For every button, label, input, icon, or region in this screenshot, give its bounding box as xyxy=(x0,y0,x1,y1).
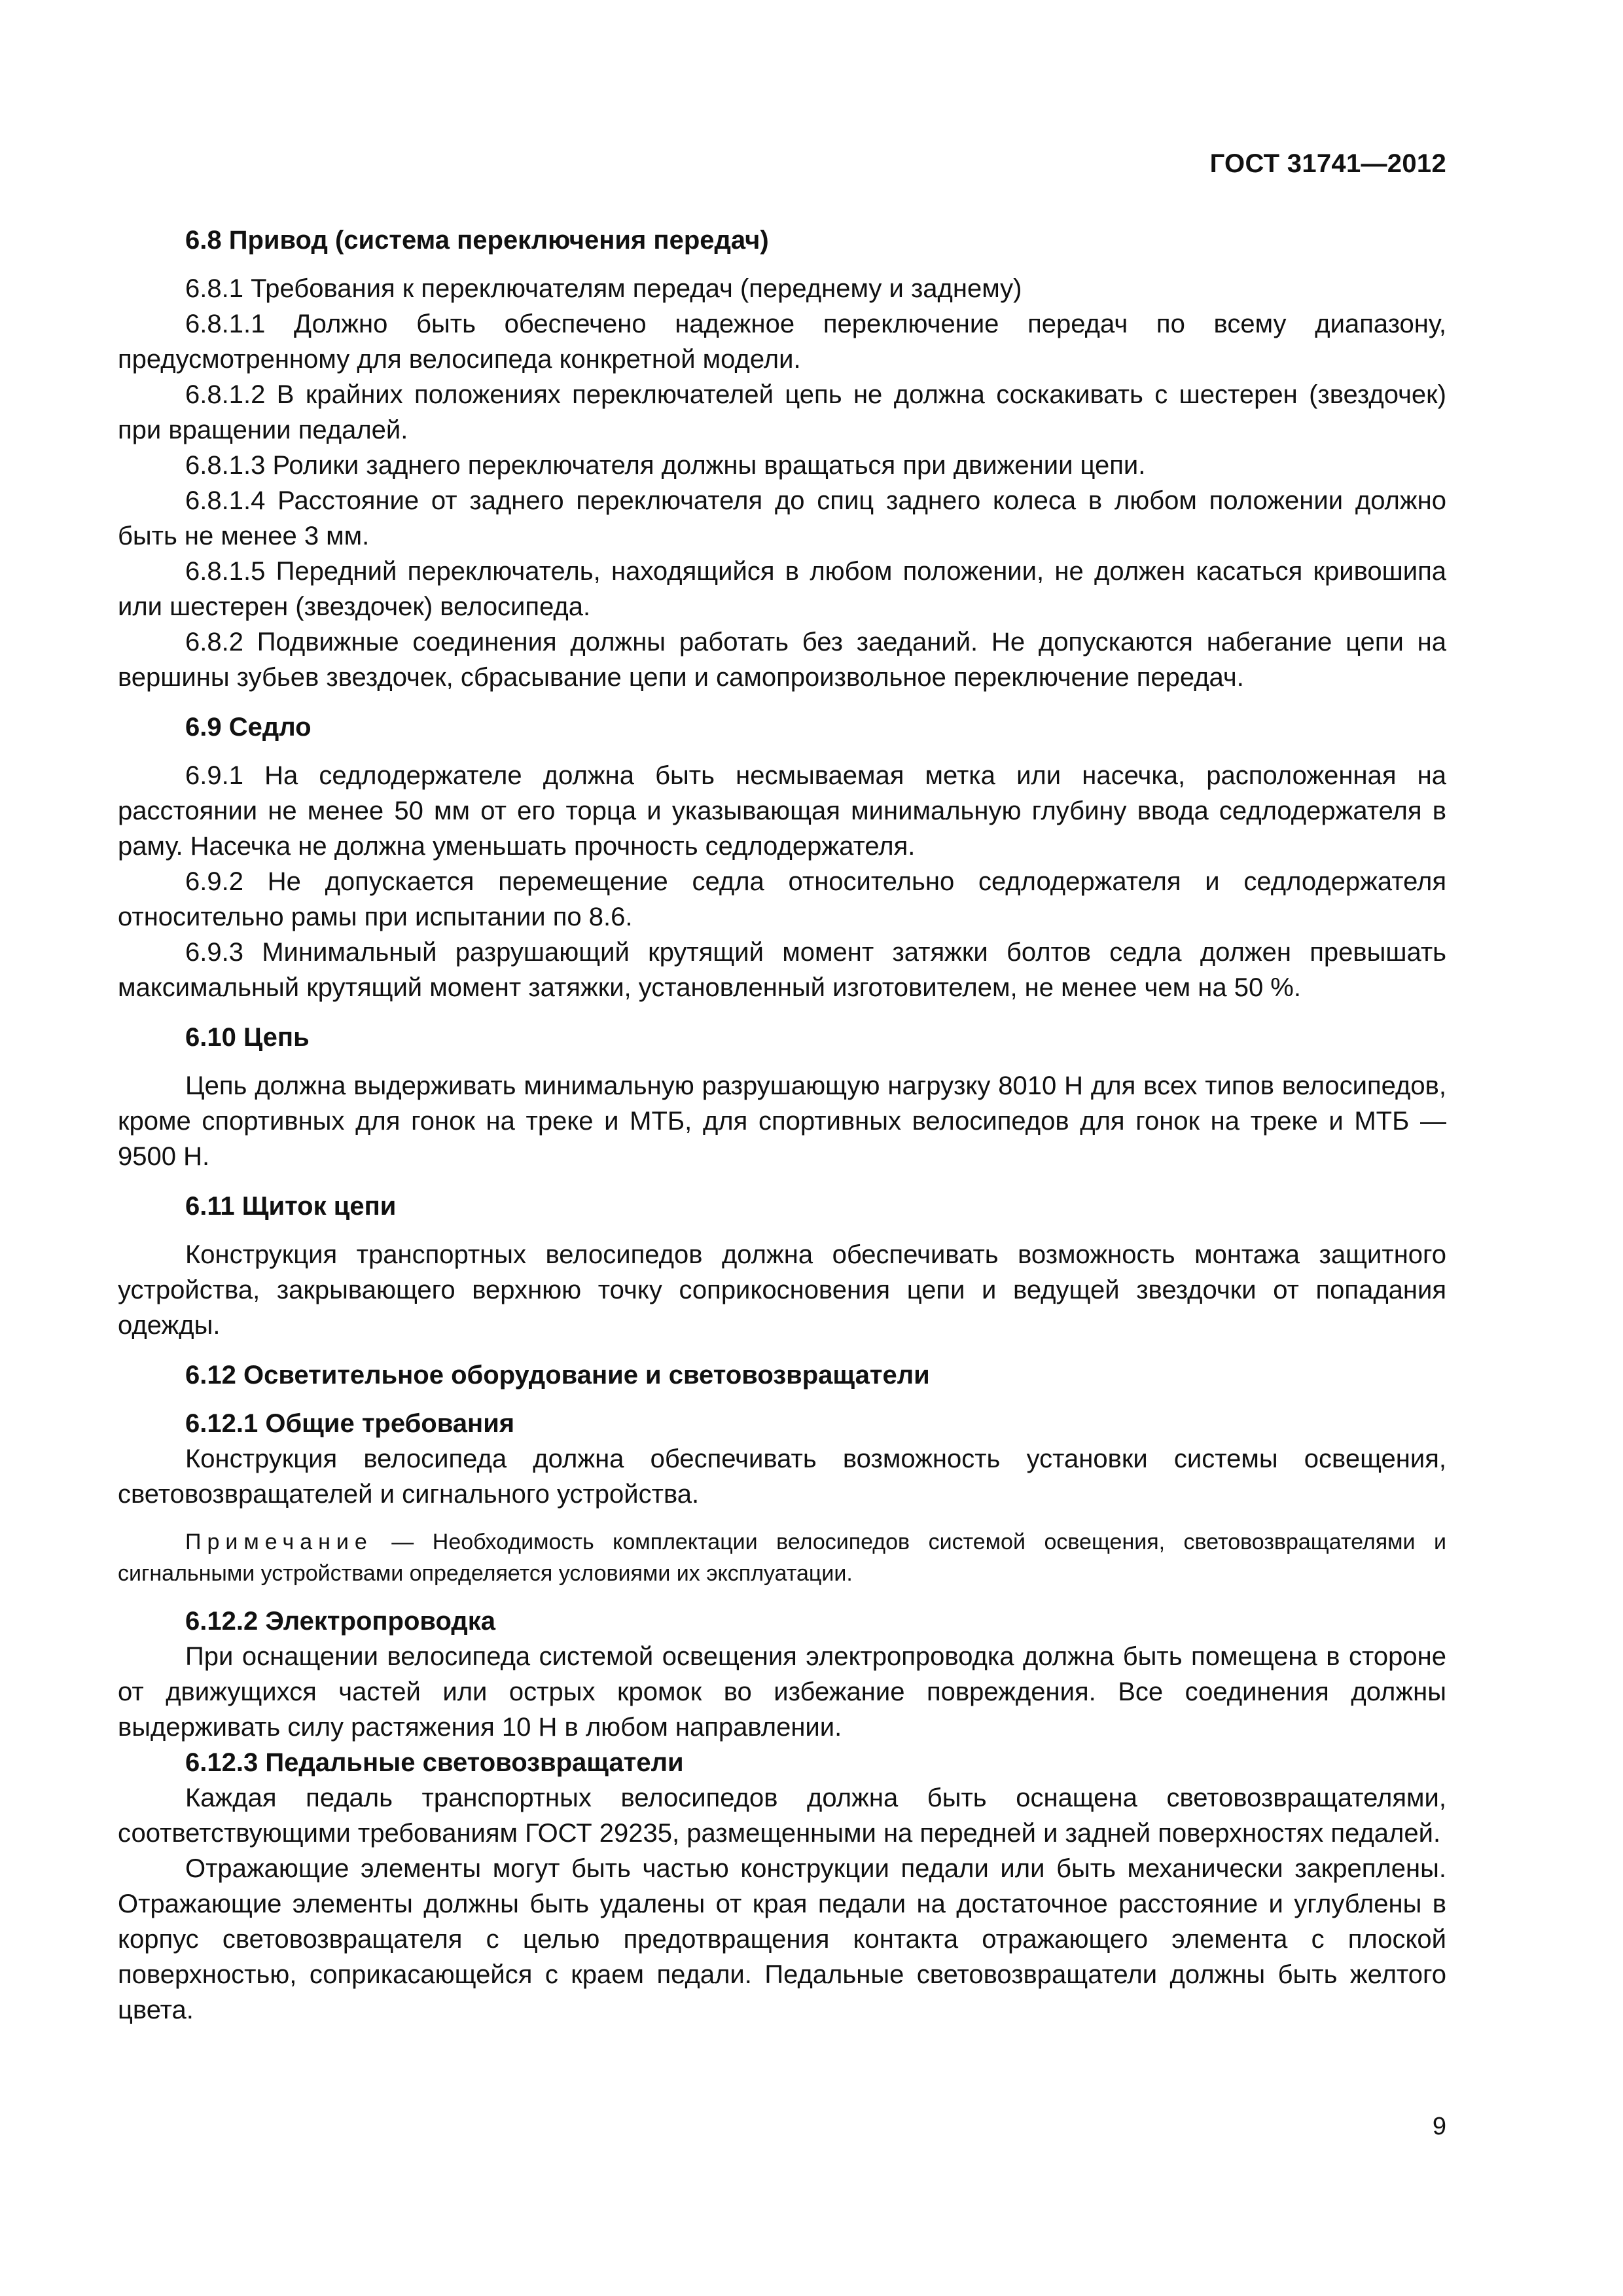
paragraph-6-9-2: 6.9.2 Не допускается перемещение седла относительно седлодержателя и седлодержателя относительно рамы при испытании по 8.6. xyxy=(118,867,1446,931)
paragraph-6-12-2: При оснащении велосипеда системой освещения электропроводка должна быть помещена в стороне от движущихся частей или острых кромок во избежание повреждения. Все соединения должны выдерживать силу растяжения 10 Н в любом направлении. xyxy=(118,1642,1446,1742)
paragraph-6-8-1: 6.8.1 Требования к переключателям передач (переднему и заднему) xyxy=(185,274,1022,303)
document-code: ГОСТ 31741—2012 xyxy=(1209,149,1446,178)
section-heading-6-10: 6.10 Цепь xyxy=(185,1023,310,1052)
paragraph-6-8-1-1: 6.8.1.1 Должно быть обеспечено надежное переключение передач по всему диапазону, предусмотренному для велосипеда конкретной модели. xyxy=(118,310,1446,374)
paragraph-6-8-1-3: 6.8.1.3 Ролики заднего переключателя должны вращаться при движении цепи. xyxy=(185,451,1146,480)
paragraph-6-8-2: 6.8.2 Подвижные соединения должны работать без заеданий. Не допускаются набегание цепи на вершины зубьев звездочек, сбрасывание цепи и самопроизвольное переключение передач. xyxy=(118,628,1446,692)
note-text: — Необходимость комплектации велосипедов системой освещения, световозвращателями и сигнальными устройствами определяется условиями их эксплуатации. xyxy=(118,1530,1446,1586)
subsection-heading-6-12-2: 6.12.2 Электропроводка xyxy=(185,1607,496,1636)
paragraph-6-11: Конструкция транспортных велосипедов должна обеспечивать возможность монтажа защитного устройства, закрывающего верхнюю точку соприкосновения цепи и ведущей звездочки от попадания одежды. xyxy=(118,1240,1446,1340)
document-body xyxy=(118,223,1446,2028)
section-heading-6-12: 6.12 Осветительное оборудование и световозвращатели xyxy=(185,1361,930,1390)
paragraph-6-10: Цепь должна выдерживать минимальную разрушающую нагрузку 8010 Н для всех типов велосипедов, кроме спортивных для гонок на треке и МТБ, для спортивных велосипедов для гонок на треке и МТБ — 9500 Н. xyxy=(118,1071,1446,1171)
section-heading-6-11: 6.11 Щиток цепи xyxy=(185,1192,397,1221)
section-heading-6-8: 6.8 Привод (система переключения передач) xyxy=(185,226,769,255)
note-label: Примечание xyxy=(185,1530,373,1554)
section-heading-6-9: 6.9 Седло xyxy=(185,713,312,742)
paragraph-6-8-1-2: 6.8.1.2 В крайних положениях переключателей цепь не должна соскакивать с шестерен (звездочек) при вращении педалей. xyxy=(118,380,1446,444)
subsection-heading-6-12-1: 6.12.1 Общие требования xyxy=(185,1409,515,1438)
subsection-heading-6-12-3: 6.12.3 Педальные световозвращатели xyxy=(185,1748,684,1777)
paragraph-6-12-1: Конструкция велосипеда должна обеспечивать возможность установки системы освещения, световозвращателей и сигнального устройства. xyxy=(118,1444,1446,1509)
paragraph-6-12-3-b: Отражающие элементы могут быть частью конструкции педали или быть механически закреплены. Отражающие элементы должны быть удалены от края педали на достаточное расстояние и углублены в корпус световозвращателя с целью предотвращения контакта отражающего элемента с плоской поверхностью, соприкасающейся с краем педали. Педальные световозвращатели должны быть желтого цвета. xyxy=(118,1854,1446,2024)
paragraph-6-9-3: 6.9.3 Минимальный разрушающий крутящий момент затяжки болтов седла должен превышать максимальный крутящий момент затяжки, установленный изготовителем, не менее чем на 50 %. xyxy=(118,938,1446,1002)
paragraph-6-9-1: 6.9.1 На седлодержателе должна быть несмываемая метка или насечка, расположенная на расстоянии не менее 50 мм от его торца и указывающая минимальную глубину ввода седлодержателя в раму. Насечка не должна уменьшать прочность седлодержателя. xyxy=(118,761,1446,861)
paragraph-6-8-1-4: 6.8.1.4 Расстояние от заднего переключателя до спиц заднего колеса в любом положении должно быть не менее 3 мм. xyxy=(118,486,1446,550)
note xyxy=(118,1526,1446,1589)
page-number: 9 xyxy=(1432,2113,1446,2140)
paragraph-6-12-3-a: Каждая педаль транспортных велосипедов должна быть оснащена световозвращателями, соответствующими требованиям ГОСТ 29235, размещенными на передней и задней поверхностях педалей. xyxy=(118,1784,1446,1848)
paragraph-6-8-1-5: 6.8.1.5 Передний переключатель, находящийся в любом положении, не должен касаться кривошипа или шестерен (звездочек) велосипеда. xyxy=(118,557,1446,621)
